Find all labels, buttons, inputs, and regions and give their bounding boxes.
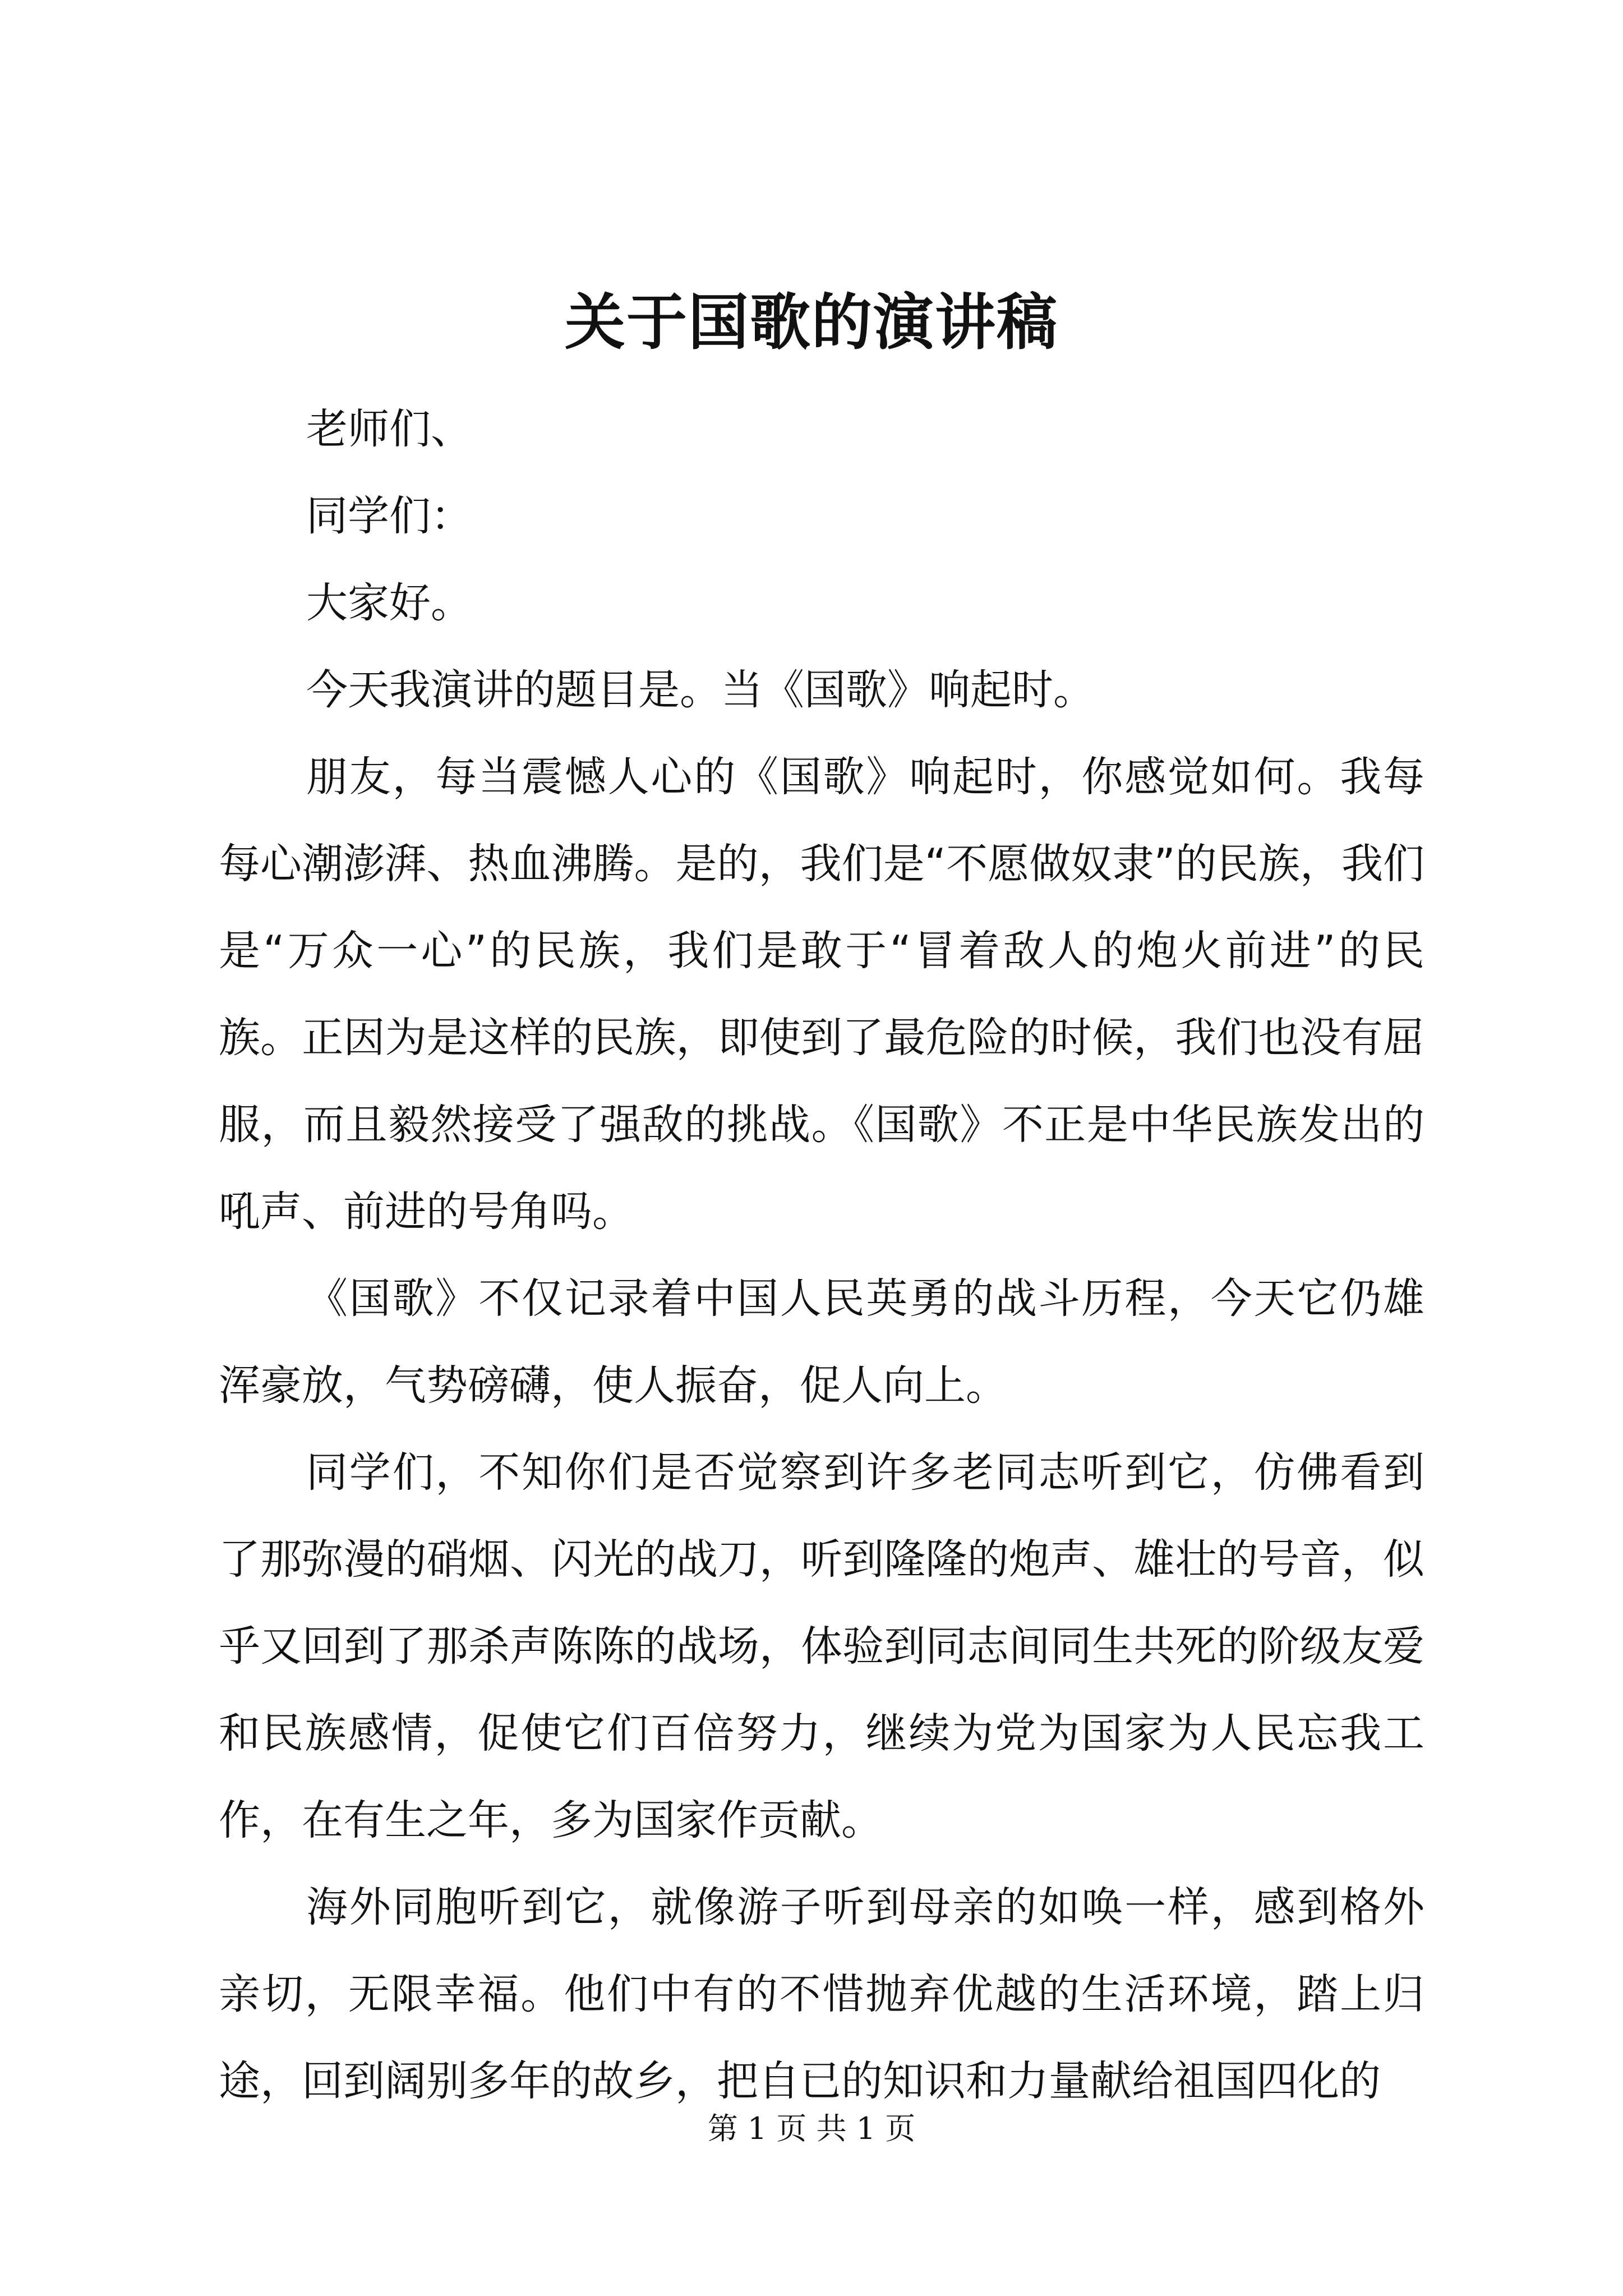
document-body [219,386,1424,2125]
paragraph-body-3: 同学们，不知你们是否觉察到许多老同志听到它，仿佛看到了那弥漫的硝烟、闪光的战刀，听到隆隆的炮声、雄壮的号音，似乎又回到了那杀声陈陈的战场，体验到同志间同生共死的阶级友爱和民族感情，促使它们百倍努力，继续为党为国家为人民忘我工作，在有生之年，多为国家作贡献。 [219,1448,1424,1844]
paragraph-salutation-teachers: 老师们、 [306,405,472,453]
paragraph-topic: 今天我演讲的题目是。当《国歌》响起时。 [306,666,1095,714]
page-footer: 第 1 页 共 1 页 [707,2111,916,2146]
document-title: 关于国歌的演讲稿 [564,287,1058,358]
paragraph-greeting: 大家好。 [306,579,472,627]
paragraph-body-4: 海外同胞听到它，就像游子听到母亲的如唤一样，感到格外亲切，无限幸福。他们中有的不惜抛弃优越的生活环境，踏上归途，回到阔别多年的故乡，把自已的知识和力量献给祖国四化的 [219,1883,1424,2105]
paragraph-body-2: 《国歌》不仅记录着中国人民英勇的战斗历程，今天它仍雄浑豪放，气势磅礴，使人振奋，促人向上。 [219,1274,1424,1410]
paragraph-body-1: 朋友，每当震憾人心的《国歌》响起时，你感觉如何。我每每心潮澎湃、热血沸腾。是的，我们是“不愿做奴隶”的民族，我们是“万众一心”的民族，我们是敢于“冒着敌人的炮火前进”的民族。正因为是这样的民族，即使到了最危险的时候，我们也没有屈服，而且毅然接受了强敌的挑战。《国歌》不正是中华民族发出的吼声、前进的号角吗。 [219,753,1424,1236]
paragraph-salutation-students: 同学们： [306,492,472,540]
